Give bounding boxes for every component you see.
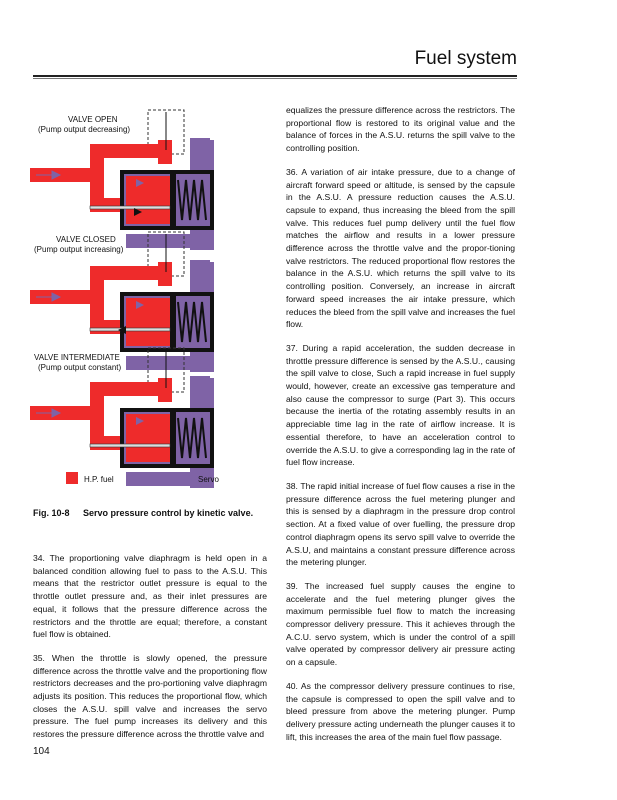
legend-hp-fuel-label: H.P. fuel <box>84 475 114 484</box>
paragraph-36: 36. A variation of air intake pressure, due to a change of aircraft forward speed or altitude, is sensed by the capsule in the A.S.U. A pressure reduction causes the A.S.U. capsule to expand, thus increasing the bleed from the spill valve. This reduces fuel pump delivery until the fuel flow matches the airflow and results in a lower pressure difference across the throttle valve and the propor-tioning valve restrictors. The reduced proportional flow restores the balance in the A.S.U. which returns the spill valve to its controlling position. Conversely, an increase in aircraft forward speed increases the air intake pressure, which reduces the bleed from the spill valve and increases the fuel flow. <box>286 166 515 330</box>
paragraph-35: 35. When the throttle is slowly opened, the pressure difference across the throttle valve and the proportioning flow restrictors decreases and the pro-portioning valve diaphragm adjusts its position. This reduces the proportional flow, which closes the A.S.U. spill valve and increases the servo pressure. The fuel pump increases its delivery and this restores the pressure difference across the throttle valve and <box>33 652 267 740</box>
state-3-subtitle: (Pump output constant) <box>38 363 122 372</box>
state-3-title: VALVE INTERMEDIATE <box>34 353 120 362</box>
legend-servo-swatch <box>180 472 192 484</box>
paragraph-34: 34. The proportioning valve diaphragm is held open in a balanced condition allowing fuel to pass to the A.S.U. This means that the restrictor outlet pressure is equal to the throttle outlet pressure and, as their inlet pressures are equal, it follows that the pressure difference across the restrictors and the throttle are equal; therefore, a constant fuel flow is obtained. <box>33 553 267 640</box>
left-column <box>33 552 267 752</box>
state-2-title: VALVE CLOSED <box>56 235 116 244</box>
section-title: Fuel system <box>414 48 517 69</box>
figure-caption-text: Servo pressure control by kinetic valve. <box>83 508 254 518</box>
paragraph-37: 37. During a rapid acceleration, the sudden decrease in throttle pressure difference is sensed by the A.S.U., causing the spill valve to close, Such a rapid increase in fuel supply would, however, create an excessive gas temperature and also cause the compressor to surge (Part 3). This occurs because the inertia of the rotating assembly results in an appreciable time lag in the rate of airflow increase. It is essential therefore, to have an acceleration control to override the A.S.U. to give a corresponding lag in the rate of fuel flow increase. <box>286 342 515 468</box>
right-column <box>286 104 515 754</box>
state-1-subtitle: (Pump output decreasing) <box>38 125 131 134</box>
page-number: 104 <box>33 746 50 757</box>
paragraph-38: 38. The rapid initial increase of fuel flow causes a rise in the pressure difference across the fuel metering plunger and this is sensed by a diaphragm in the pressure drop control section. At a fixed value of over fuelling, the pressure drop control diaphragm opens its servo spill valve to override the A.S.U, and maintains a constant pressure difference across the metering plunger. <box>286 480 515 568</box>
state-1-title: VALVE OPEN <box>68 115 118 124</box>
paragraph-continued: equalizes the pressure difference across the restrictors. The proportional flow is restored to its original value and the balance of forces in the A.S.U. returns the spill valve to the controlling position. <box>286 105 515 154</box>
state-2-subtitle: (Pump output increasing) <box>34 245 124 254</box>
figure-caption <box>33 507 267 520</box>
paragraph-39: 39. The increased fuel supply causes the engine to accelerate and the fuel metering plunger gives the maximum permissible fuel flow to match the increasing compressor delivery pressure. This it achieves through the A.C.U. servo system, which is under the control of a spill valve operated by compressor delivery air pressure acting on a capsule. <box>286 580 515 668</box>
paragraph-40: 40. As the compressor delivery pressure continues to rise, the capsule is compressed to open the spill valve and to bleed pressure from above the metering plunger. Pump delivery pressure acting underneath the plunger causes it to lift, this increases the area of the main fuel flow passage. <box>286 680 515 742</box>
figure-label: Fig. 10-8 <box>33 508 70 518</box>
header-rule-thin <box>33 78 517 79</box>
servo-pressure-diagram <box>30 102 280 492</box>
header-rule <box>33 75 517 77</box>
legend-hp-fuel-swatch <box>66 472 78 484</box>
legend-servo-label: Servo <box>198 475 219 484</box>
